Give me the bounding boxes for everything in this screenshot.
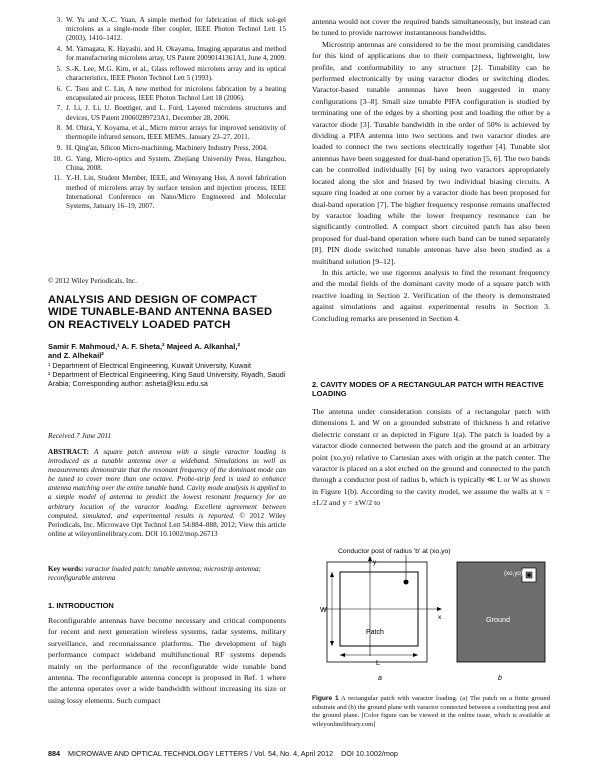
keywords [48, 565, 286, 583]
intro-continued [312, 16, 550, 324]
section-1-heading: 1. INTRODUCTION [48, 601, 114, 610]
reference-number: 5. [56, 64, 62, 73]
author-list [48, 342, 288, 360]
introduction-text [48, 615, 286, 706]
reference-item [48, 45, 286, 63]
authors-line-2: and Z. Alhekail² [48, 351, 104, 361]
reference-number: 11. [53, 174, 62, 183]
affiliations [48, 362, 288, 390]
reference-number: 4. [56, 45, 62, 53]
y-axis-label: y [373, 559, 377, 566]
reference-number: 8. [56, 124, 62, 133]
reference-text: C. Tsou and C. Lin, A new method for microlens fabrication by a heating encapsulated air process, IEEE Photon Technol Lett 18 (2006). [66, 84, 286, 102]
reference-item [48, 124, 286, 142]
right-paragraph-3: In this article, we use rigorous analysis to find the resonant frequency and the modal fields of the dominant cavity mode of a square patch with reactive loading in Section 2. Verification of the theory is demonstrated against simulations and against experimental results in Section 3. Concluding remarks are presented in Section 4. [312, 267, 550, 323]
caption-text: A rectangular patch with varactor loading. (a) The patch on a finite ground substrate and (b) the ground plane with varactor connected between a conducting post and the ground plane. [Color figure can be viewed in the online issue, which is available at wileyonlinelibrary.com] [312, 695, 550, 728]
article-title: ANALYSIS AND DESIGN OF COMPACT WIDE TUNABLE-BAND ANTENNA BASED ON REACTIVELY LOADED PATCH [48, 294, 273, 331]
x-axis-arrow [437, 607, 442, 611]
right-paragraph-1: antenna would not cover the required bands simultaneously, but instead can be tuned to provide narrower instantaneous bandwidths. [312, 17, 550, 38]
reference-item [48, 65, 286, 83]
ground-label: Ground [486, 615, 510, 624]
reference-number: 10. [53, 154, 62, 163]
reference-number: 7. [56, 104, 62, 113]
page-footer [48, 749, 558, 758]
w-dimension-arrow-bottom [330, 641, 334, 646]
reference-item [48, 85, 286, 103]
conductor-post-dot [404, 580, 409, 585]
subfigure-a-label: a [378, 675, 382, 682]
keywords-label: Key words: [48, 565, 84, 573]
w-dimension-arrow-top [330, 572, 334, 577]
caption-label: Figure 1 [312, 695, 339, 702]
patch-label: Patch [366, 629, 384, 636]
affiliation-2: ² Department of Electrical Engineering, King Saud University, Riyadh, Saudi Arabia; Corresponding author: asheta@ksu.edu.sa [48, 371, 286, 389]
right-paragraph-2: Microstrip antennas are considered to be the most promising candidates for this kind of applications due to their compactness, lightweight, low profile, and conformability to any structure [2]. Tunability can be performed electronically by using varactor diodes or switching diodes. Varactor-based tunable antennas have been suggested in many configurations [3–8]. Small size tunable PIFA configuration is studied by terminating one of the edges by a shorting post and loading the other by a varactor diode [3]. Tunable bandwidth in the order of 50% is achieved by dividing a PIFA antenna into two sections and two varactor diodes are loaded to connect the two sections electrically together [4]. Tunable slot antennas have been suggested for dual-band operation [5, 6]. The two bands can be controlled individually [6] by using two varactors appropriately located along the slot and biased by two individual biasing circuits. A square ring loaded at one corner by a varactor diode has been proposed for dual-band operation [7]. The higher frequency response remains unaffected by varactor loading while the lower frequency resonance can be significantly controlled. A compact short circuited patch has also been proposed for dual-band operation where each band can be tuned separately [8]. PIN diode switched tunable antennas have also been studied as a multiband solution [9–12]. [312, 39, 550, 266]
intro-paragraph: Reconfigurable antennas have become necessary and critical components for recent and next generation wireless systems, radar systems, military surveillance, and reconnaissance platforms. The development of high performance compact wideband multifunctional RF systems depends mainly on the performance of the reconfigurable wide tunable band antenna. The reconfigurable antenna concept is proposed in Ref. 1 where the antenna operates over a wide bandwidth without increasing its size or using lossy elements. Such compact [48, 616, 286, 705]
reference-number: 9. [56, 143, 62, 152]
reference-item [48, 144, 286, 153]
x-axis-label: x [438, 614, 442, 621]
subfigure-b-label: b [498, 675, 502, 682]
reference-item [48, 104, 286, 122]
reference-list [48, 16, 286, 213]
journal-info: MICROWAVE AND OPTICAL TECHNOLOGY LETTERS / Vol. 54, No. 4, April 2012 [68, 749, 334, 758]
reference-text: Y.-H. Lin, Student Member, IEEE, and Wensyang Hsu, A novel fabrication method of microlens array by surface tension and injection process, IEEE International Conference on Nano/Micro Engineered and Molecular Systems, January 16–19, 2007. [66, 174, 286, 210]
reference-text: G. Yang, Micro-optics and System, Zhejiang University Press, Hangzhou, China, 2008. [66, 154, 286, 172]
l-label: L [376, 660, 380, 667]
section-2-text [312, 406, 550, 509]
reference-item [48, 16, 286, 44]
figure-1-caption [312, 695, 550, 729]
reference-text: J. Li, J. Li, U. Boettiger, and L. Ford, Layered microlens structures and devices, US Patent 20060289723A1, December 28, 2006. [66, 104, 286, 122]
reference-number: 3. [56, 16, 62, 24]
reference-text: M. Yamagata, K. Hayashi, and H. Okayama, Imaging apparatus and method for manufacturing microlens array, US Patent 20090141361A1, June 4, 2009. [66, 45, 286, 63]
reference-text: M. Ohira, Y. Koyama, et al., Micro mirror arrays for improved sensitivity of thermopile infrared sensors, IEEE MEMS, January 23–27, 2011. [66, 124, 286, 142]
y-axis-arrow [368, 556, 372, 561]
section-2-heading: 2. CAVITY MODES OF A RECTANGULAR PATCH WITH REACTIVE LOADING [312, 380, 544, 398]
keywords-text: varactor loaded patch; tunable antenna; microstrip antenna; reconfigurable antenna [48, 565, 261, 583]
previous-article-copyright: © 2012 Wiley Periodicals, Inc. [48, 277, 137, 285]
footer-doi: DOI 10.1002/mop [341, 749, 398, 758]
abstract-label: ABSTRACT: [48, 448, 90, 456]
abstract [48, 448, 286, 539]
coord-label: (xo,yo) [504, 570, 523, 577]
l-dimension-arrow-right [413, 653, 418, 657]
abstract-publication-info: © 2012 Wiley Periodicals, Inc. Microwave Opt Technol Lett 54:884–888, 2012; View this article online at wileyonlinelibrary.com. DOI 10.1002/mop.26713 [48, 511, 286, 538]
w-label: W [320, 607, 327, 614]
l-dimension-arrow-left [340, 653, 345, 657]
reference-text: H. Qing'an, Silicon Micro-machining, Machinery Industry Press, 2004. [66, 143, 268, 152]
reference-item [48, 174, 286, 211]
page-number: 884 [48, 749, 60, 758]
reference-number: 6. [56, 84, 62, 93]
reference-text: S.-K. Lee, M.G. Kim, et al., Glass reflowed microlens array and its optical characteristics, IEEE Photon Technol Lett 5 (1993). [66, 64, 286, 82]
section-2-paragraph: The antenna under consideration consists of a rectangular patch with dimensions L and W on a grounded substrate of thickness h and relative dielectric constant εr as depicted in Figure 1(a). The patch is loaded by a varactor diode connected between the patch and the ground at an arbitrary point (xo,yo) relative to Cartesian axes with origin at the patch center. The varactor is placed on a slot etched on the ground and connected to the patch through a conductor post of radius b, which is typically ≪ L or W as shown in Figure 1(b). According to the cavity model, we assume the walls at x = ±L/2 and y = ±W/2 to [312, 407, 550, 508]
received-date: Received 7 June 2011 [48, 431, 112, 440]
authors-line-1: Samir F. Mahmoud,¹ A. F. Sheta,² Majeed A. Alkanhal,² [48, 342, 240, 351]
abstract-text: A square patch antenna with a single varactor loading is introduced as a tunable antenna over a wideband. Simulations as well as measurements demonstrate that the resonant frequency of the dominant mode can be tuned to cover more than one octave. Probe-strip feed is used to enhance antenna matching over the entire tunable band. Cavity mode analysis is applied to a simple model of antenna to predict the lowest resonant frequency for an arbitrary location of the varactor loading. Excellent agreement between computed, simulated, and experimental results is reported. [48, 448, 286, 520]
affiliation-1: ¹ Department of Electrical Engineering, Kuwait University, Kuwait [48, 362, 251, 370]
reference-text: W. Yu and X.-C. Yuan, A simple method for fabrication of thick sol-gel microlens as a single-mode fiber coupler, IEEE Photon Technol Lett 15 (2003), 1410–1412. [66, 16, 286, 43]
figure-1 [312, 548, 550, 693]
post-via [527, 573, 530, 576]
reference-item [48, 155, 286, 173]
post-label: Conductor post of radius 'b' at (xo,yo) [338, 548, 451, 555]
figure-1-diagram [312, 548, 550, 693]
